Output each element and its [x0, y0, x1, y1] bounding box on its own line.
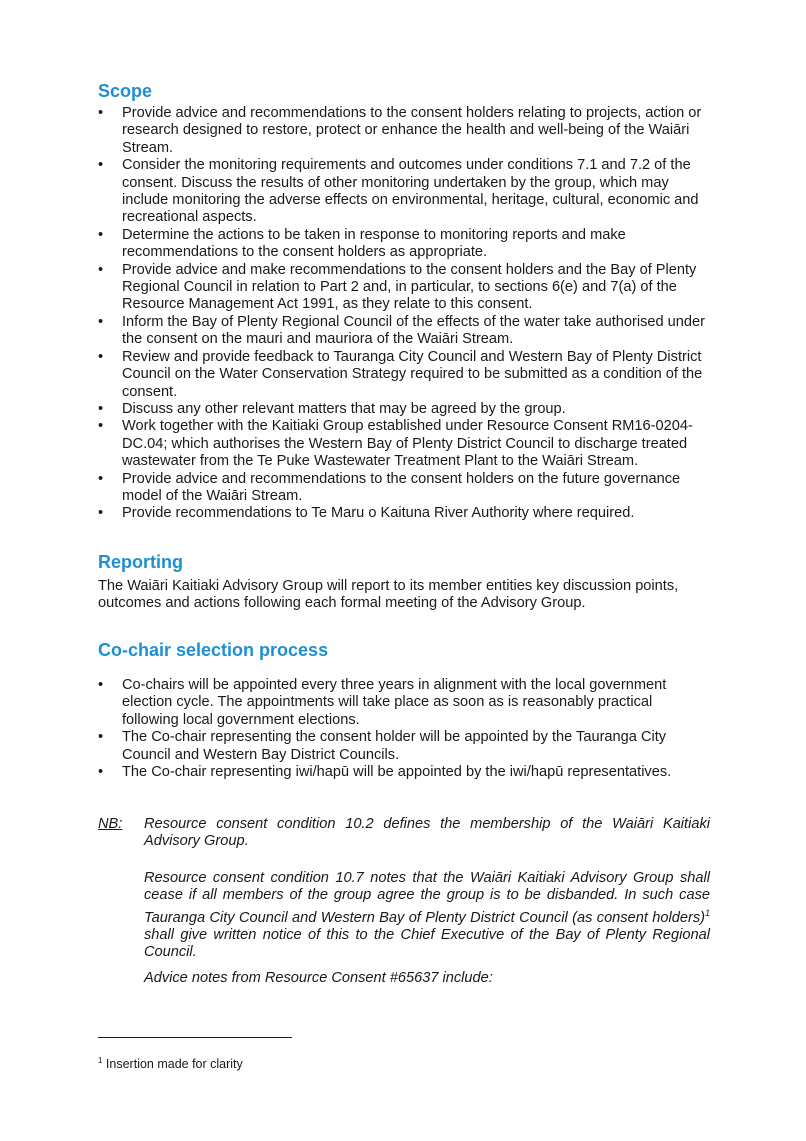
list-item: • Provide advice and make recommendations to the consent holders and the Bay of Plenty Regional Council in relation to Part 2 and, in particular, to sections 6(e) and 7(a) of the Resource Management Act 1991, as they relate to this consent.	[98, 262, 710, 314]
footnote-reference[interactable]: 1	[704, 907, 710, 918]
nb-paragraph-1: Resource consent condition 10.2 defines the membership of the Waiāri Kaitiaki Advisory Group.	[144, 816, 710, 850]
scope-heading: Scope	[98, 81, 153, 101]
list-item: • The Co-chair representing the consent holder will be appointed by the Tauranga City Council and Western Bay District Councils.	[98, 729, 710, 764]
cochair-heading: Co-chair selection process	[98, 640, 329, 660]
nb-paragraph-3: Advice notes from Resource Consent #65637 include:	[144, 970, 493, 986]
footnote-marker: 1	[98, 1056, 103, 1065]
footnote-text: Insertion made for clarity	[102, 1057, 243, 1072]
reporting-text: The Waiāri Kaitiaki Advisory Group will report to its member entities key discussion points, outcomes and actions following each formal meeting of the Advisory Group.	[98, 578, 679, 612]
reporting-heading: Reporting	[98, 552, 183, 572]
scope-list	[98, 105, 710, 523]
nb-paragraph-2-end: shall give written notice of this to the Chief Executive of the Bay of Plenty Regional Council.	[144, 927, 710, 961]
nb-paragraph-2-text: Resource consent condition 10.7 notes that the Waiāri Kaitiaki Advisory Group shall cease if all members of the group agree the group is to be disbanded. In such case Tauranga City Council and Western Bay of Plenty District Council (as consent holders)	[144, 870, 710, 926]
cochair-list	[98, 677, 710, 781]
list-item: • Work together with the Kaitiaki Group established under Resource Consent RM16-0204-DC.04; which authorises the Western Bay of Plenty District Council to discharge treated wastewater from the Te Puke Wastewater Treatment Plant to the Waiāri Stream.	[98, 418, 710, 470]
list-item: • Provide recommendations to Te Maru o Kaituna River Authority where required.	[98, 505, 710, 522]
nb-label: NB:	[98, 816, 123, 832]
list-item: • Consider the monitoring requirements and outcomes under conditions 7.1 and 7.2 of the consent. Discuss the results of other monitoring undertaken by the group, which may include monitoring the adverse effects on environmental, heritage, cultural, economic and recreational aspects.	[98, 157, 710, 227]
list-item: • Determine the actions to be taken in response to monitoring reports and make recommendations to the consent holders as appropriate.	[98, 227, 710, 262]
footnote	[98, 1053, 243, 1072]
list-item: • Provide advice and recommendations to the consent holders relating to projects, action or research designed to restore, protect or enhance the health and well-being of the Waiāri Stream.	[98, 105, 710, 157]
list-item: • Review and provide feedback to Tauranga City Council and Western Bay of Plenty District Council on the Water Conservation Strategy required to be submitted as a condition of the consent.	[98, 349, 710, 401]
footnote-divider	[98, 1037, 292, 1038]
list-item: • Discuss any other relevant matters that may be agreed by the group.	[98, 401, 710, 418]
list-item: • Provide advice and recommendations to the consent holders on the future governance model of the Waiāri Stream.	[98, 471, 710, 506]
nb-paragraph-2	[144, 870, 710, 962]
list-item: • Inform the Bay of Plenty Regional Council of the effects of the water take authorised under the consent on the mauri and mauriora of the Waiāri Stream.	[98, 314, 710, 349]
list-item: • The Co-chair representing iwi/hapū will be appointed by the iwi/hapū representatives.	[98, 764, 710, 781]
list-item: • Co-chairs will be appointed every three years in alignment with the local government election cycle. The appointments will take place as soon as is reasonably practical following local government elections.	[98, 677, 710, 729]
